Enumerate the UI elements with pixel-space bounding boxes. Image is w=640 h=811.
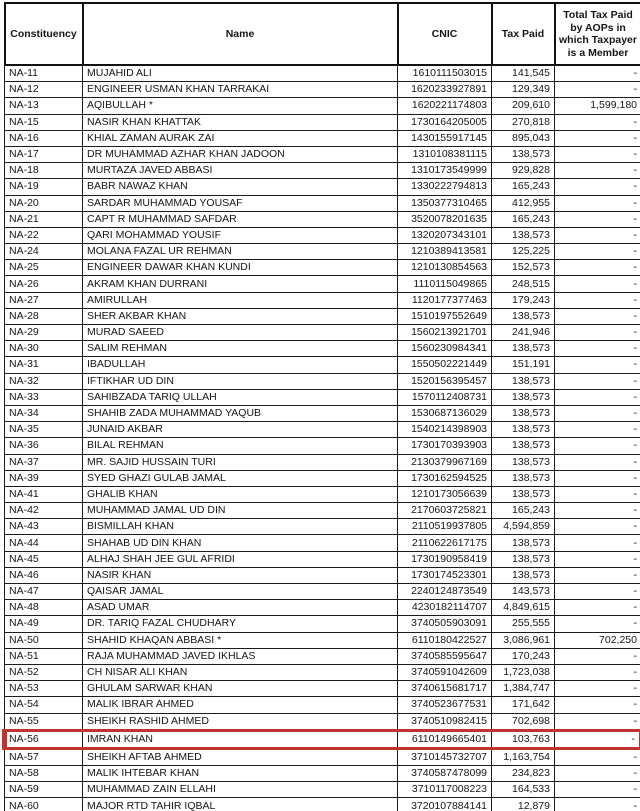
cell-tax_paid: 248,515 [492,276,555,292]
cell-cnic: 3740510982415 [398,713,492,730]
table-row [5,798,640,811]
cell-cnic: 1520156395457 [398,373,492,389]
cell-cnic: 1210130854563 [398,260,492,276]
cell-constituency: NA-55 [5,713,83,730]
cell-constituency: NA-41 [5,486,83,502]
cell-aop_tax: - [555,195,640,211]
cell-constituency: NA-44 [5,535,83,551]
cell-aop_tax: - [555,244,640,260]
cell-constituency: NA-15 [5,114,83,130]
table-row [5,114,640,130]
cell-tax_paid: 125,225 [492,244,555,260]
cell-tax_paid: 1,163,754 [492,748,555,765]
table-row [5,713,640,730]
cell-aop_tax: - [555,535,640,551]
cell-tax_paid: 895,043 [492,130,555,146]
cell-constituency: NA-58 [5,766,83,782]
cell-aop_tax: - [555,82,640,98]
cell-tax_paid: 929,828 [492,163,555,179]
cell-cnic: 2110622617175 [398,535,492,551]
table-row [5,357,640,373]
cell-constituency: NA-19 [5,179,83,195]
table-row [5,438,640,454]
table-row [5,600,640,616]
table-row [5,341,640,357]
cell-tax_paid: 151,191 [492,357,555,373]
cell-name: MR. SAJID HUSSAIN TURI [83,454,398,470]
cell-tax_paid: 241,946 [492,325,555,341]
cell-constituency: NA-46 [5,567,83,583]
cell-constituency: NA-28 [5,308,83,324]
cell-tax_paid: 255,555 [492,616,555,632]
cell-aop_tax: - [555,114,640,130]
cell-tax_paid: 138,573 [492,454,555,470]
cell-name: BABR NAWAZ KHAN [83,179,398,195]
table-row [5,648,640,664]
cell-tax_paid: 143,573 [492,584,555,600]
cell-constituency: NA-36 [5,438,83,454]
cell-name: MOLANA FAZAL UR REHMAN [83,244,398,260]
cell-constituency: NA-27 [5,292,83,308]
cell-cnic: 1350377310465 [398,195,492,211]
cell-constituency: NA-56 [5,730,83,748]
cell-cnic: 6110180422527 [398,632,492,648]
cell-cnic: 4230182114707 [398,600,492,616]
cell-constituency: NA-52 [5,664,83,680]
table-row-highlighted [5,730,640,748]
cell-constituency: NA-33 [5,389,83,405]
cell-constituency: NA-16 [5,130,83,146]
table-row [5,422,640,438]
cell-tax_paid: 165,243 [492,179,555,195]
cell-name: MURTAZA JAVED ABBASI [83,163,398,179]
cell-tax_paid: 138,573 [492,567,555,583]
cell-name: BISMILLAH KHAN [83,519,398,535]
cell-name: SARDAR MUHAMMAD YOUSAF [83,195,398,211]
cell-cnic: 1560230984341 [398,341,492,357]
cell-constituency: NA-34 [5,405,83,421]
cell-constituency: NA-57 [5,748,83,765]
cell-tax_paid: 165,243 [492,503,555,519]
cell-tax_paid: 103,763 [492,730,555,748]
cell-tax_paid: 138,573 [492,373,555,389]
table-row [5,681,640,697]
cell-constituency: NA-54 [5,697,83,713]
cell-tax_paid: 138,573 [492,486,555,502]
cell-cnic: 1430155917145 [398,130,492,146]
cell-cnic: 1570112408731 [398,389,492,405]
tax-directory-table [2,2,640,811]
cell-tax_paid: 4,594,859 [492,519,555,535]
cell-tax_paid: 1,723,038 [492,664,555,680]
table-row [5,65,640,82]
cell-cnic: 3710117008223 [398,782,492,798]
cell-aop_tax: - [555,422,640,438]
cell-constituency: NA-47 [5,584,83,600]
cell-aop_tax: - [555,600,640,616]
cell-name: MURAD SAEED [83,325,398,341]
cell-cnic: 3740587478099 [398,766,492,782]
cell-cnic: 2130379967169 [398,454,492,470]
cell-constituency: NA-18 [5,163,83,179]
cell-constituency: NA-11 [5,65,83,82]
cell-constituency: NA-37 [5,454,83,470]
cell-name: IBADULLAH [83,357,398,373]
cell-aop_tax: - [555,227,640,243]
cell-aop_tax: - [555,260,640,276]
cell-constituency: NA-25 [5,260,83,276]
column-header-name: Name [83,3,398,65]
table-row [5,244,640,260]
table-row [5,195,640,211]
cell-tax_paid: 209,610 [492,98,555,114]
table-header [5,3,640,65]
cell-constituency: NA-45 [5,551,83,567]
cell-aop_tax: - [555,713,640,730]
cell-tax_paid: 164,533 [492,782,555,798]
table-row [5,766,640,782]
cell-aop_tax: - [555,130,640,146]
cell-constituency: NA-42 [5,503,83,519]
column-header-constituency: Constituency [5,3,83,65]
cell-constituency: NA-49 [5,616,83,632]
cell-cnic: 2110519937805 [398,519,492,535]
cell-constituency: NA-59 [5,782,83,798]
cell-aop_tax: - [555,373,640,389]
cell-cnic: 1730174523301 [398,567,492,583]
table-row [5,325,640,341]
cell-name: DR MUHAMMAD AZHAR KHAN JADOON [83,146,398,162]
cell-constituency: NA-22 [5,227,83,243]
table-row [5,454,640,470]
cell-name: GHALIB KHAN [83,486,398,502]
cell-cnic: 1310108381115 [398,146,492,162]
cell-cnic: 1530687136029 [398,405,492,421]
cell-constituency: NA-43 [5,519,83,535]
cell-aop_tax: - [555,470,640,486]
cell-aop_tax: - [555,65,640,82]
cell-cnic: 1210173056639 [398,486,492,502]
cell-tax_paid: 165,243 [492,211,555,227]
cell-tax_paid: 138,573 [492,470,555,486]
cell-tax_paid: 141,545 [492,65,555,82]
cell-name: CAPT R MUHAMMAD SAFDAR [83,211,398,227]
cell-constituency: NA-29 [5,325,83,341]
cell-aop_tax: - [555,308,640,324]
cell-cnic: 3740615681717 [398,681,492,697]
cell-aop_tax: - [555,405,640,421]
table-row [5,405,640,421]
cell-tax_paid: 129,349 [492,82,555,98]
cell-constituency: NA-60 [5,798,83,811]
table-row [5,276,640,292]
cell-cnic: 3740505903091 [398,616,492,632]
cell-tax_paid: 3,086,961 [492,632,555,648]
cell-aop_tax: - [555,748,640,765]
cell-name: SALIM REHMAN [83,341,398,357]
cell-name: AQIBULLAH * [83,98,398,114]
cell-name: MALIK IHTEBAR KHAN [83,766,398,782]
cell-cnic: 1330222794813 [398,179,492,195]
cell-name: NASIR KHAN [83,567,398,583]
cell-tax_paid: 138,573 [492,422,555,438]
cell-aop_tax: - [555,664,640,680]
cell-name: ALHAJ SHAH JEE GUL AFRIDI [83,551,398,567]
cell-constituency: NA-13 [5,98,83,114]
cell-tax_paid: 138,573 [492,535,555,551]
cell-aop_tax: - [555,486,640,502]
table-row [5,470,640,486]
cell-name: DR. TARIQ FAZAL CHUDHARY [83,616,398,632]
cell-cnic: 6110149665401 [398,730,492,748]
cell-cnic: 3720107884141 [398,798,492,811]
cell-name: SHAHAB UD DIN KHAN [83,535,398,551]
table-row [5,748,640,765]
cell-cnic: 3740523677531 [398,697,492,713]
cell-aop_tax: - [555,389,640,405]
table-row [5,211,640,227]
cell-aop_tax: - [555,584,640,600]
cell-tax_paid: 138,573 [492,551,555,567]
cell-name: CH NISAR ALI KHAN [83,664,398,680]
column-header-aop-tax: Total Tax Paid by AOPs in which Taxpayer is a Member [555,3,640,65]
column-header-cnic: CNIC [398,3,492,65]
cell-aop_tax: - [555,782,640,798]
cell-tax_paid: 138,573 [492,405,555,421]
cell-aop_tax: - [555,681,640,697]
cell-name: SHAHIB ZADA MUHAMMAD YAQUB [83,405,398,421]
cell-tax_paid: 179,243 [492,292,555,308]
cell-aop_tax: - [555,438,640,454]
cell-constituency: NA-21 [5,211,83,227]
cell-cnic: 1110115049865 [398,276,492,292]
cell-constituency: NA-51 [5,648,83,664]
cell-aop_tax: - [555,519,640,535]
table-row [5,308,640,324]
cell-tax_paid: 152,573 [492,260,555,276]
cell-constituency: NA-31 [5,357,83,373]
cell-tax_paid: 412,955 [492,195,555,211]
cell-name: SHEIKH AFTAB AHMED [83,748,398,765]
cell-constituency: NA-24 [5,244,83,260]
cell-aop_tax: - [555,146,640,162]
table-row [5,98,640,114]
cell-cnic: 1120177377463 [398,292,492,308]
table-row [5,292,640,308]
cell-constituency: NA-26 [5,276,83,292]
cell-name: SHER AKBAR KHAN [83,308,398,324]
cell-cnic: 2240124873549 [398,584,492,600]
cell-aop_tax: - [555,325,640,341]
header-row [5,3,640,65]
table-body [5,65,640,811]
cell-tax_paid: 138,573 [492,308,555,324]
table-row [5,146,640,162]
table-row [5,179,640,195]
cell-aop_tax: - [555,798,640,811]
cell-name: SHEIKH RASHID AHMED [83,713,398,730]
cell-tax_paid: 702,698 [492,713,555,730]
cell-cnic: 3710145732707 [398,748,492,765]
cell-tax_paid: 138,573 [492,341,555,357]
cell-name: BILAL REHMAN [83,438,398,454]
table-row [5,163,640,179]
cell-aop_tax: - [555,567,640,583]
table-row [5,616,640,632]
cell-aop_tax: - [555,503,640,519]
cell-name: RAJA MUHAMMAD JAVED IKHLAS [83,648,398,664]
cell-cnic: 1560213921701 [398,325,492,341]
cell-tax_paid: 171,642 [492,697,555,713]
cell-aop_tax: - [555,616,640,632]
table-row [5,503,640,519]
table-row [5,632,640,648]
cell-tax_paid: 270,818 [492,114,555,130]
cell-cnic: 1210389413581 [398,244,492,260]
table-row [5,782,640,798]
cell-name: NASIR KHAN KHATTAK [83,114,398,130]
column-header-tax-paid: Tax Paid [492,3,555,65]
table-row [5,551,640,567]
cell-name: QAISAR JAMAL [83,584,398,600]
table-row [5,535,640,551]
cell-constituency: NA-35 [5,422,83,438]
cell-cnic: 1620233927891 [398,82,492,98]
cell-cnic: 1320207343101 [398,227,492,243]
cell-cnic: 1550502221449 [398,357,492,373]
cell-cnic: 1730170393903 [398,438,492,454]
table-row [5,664,640,680]
cell-aop_tax: 702,250 [555,632,640,648]
cell-tax_paid: 170,243 [492,648,555,664]
table-row [5,260,640,276]
cell-cnic: 2170603725821 [398,503,492,519]
cell-constituency: NA-17 [5,146,83,162]
cell-constituency: NA-53 [5,681,83,697]
cell-tax_paid: 138,573 [492,227,555,243]
table-row [5,130,640,146]
cell-tax_paid: 4,849,615 [492,600,555,616]
cell-tax_paid: 138,573 [492,146,555,162]
cell-aop_tax: - [555,341,640,357]
cell-aop_tax: - [555,648,640,664]
table-row [5,584,640,600]
cell-aop_tax: - [555,292,640,308]
cell-tax_paid: 234,823 [492,766,555,782]
cell-name: MALIK IBRAR AHMED [83,697,398,713]
cell-constituency: NA-48 [5,600,83,616]
cell-constituency: NA-30 [5,341,83,357]
cell-name: ENGINEER DAWAR KHAN KUNDI [83,260,398,276]
cell-aop_tax: - [555,357,640,373]
cell-constituency: NA-39 [5,470,83,486]
cell-aop_tax: - [555,730,640,748]
cell-name: GHULAM SARWAR KHAN [83,681,398,697]
cell-cnic: 3740591042609 [398,664,492,680]
cell-name: MUHAMMAD ZAIN ELLAHI [83,782,398,798]
table-row [5,82,640,98]
table-row [5,519,640,535]
table-row [5,389,640,405]
cell-name: SYED GHAZI GULAB JAMAL [83,470,398,486]
cell-name: JUNAID AKBAR [83,422,398,438]
scanned-document-page [0,2,640,811]
cell-constituency: NA-50 [5,632,83,648]
table-row [5,227,640,243]
cell-cnic: 3520078201635 [398,211,492,227]
cell-tax_paid: 1,384,747 [492,681,555,697]
cell-name: AMIRULLAH [83,292,398,308]
cell-aop_tax: - [555,163,640,179]
cell-name: MUHAMMAD JAMAL UD DIN [83,503,398,519]
cell-cnic: 3740585595647 [398,648,492,664]
cell-cnic: 1510197552649 [398,308,492,324]
cell-name: ENGINEER USMAN KHAN TARRAKAI [83,82,398,98]
cell-cnic: 1620221174803 [398,98,492,114]
cell-name: AKRAM KHAN DURRANI [83,276,398,292]
cell-cnic: 1310173549999 [398,163,492,179]
cell-aop_tax: - [555,179,640,195]
cell-name: MAJOR RTD TAHIR IQBAL [83,798,398,811]
cell-name: SAHIBZADA TARIQ ULLAH [83,389,398,405]
cell-tax_paid: 12,879 [492,798,555,811]
cell-cnic: 1730164205005 [398,114,492,130]
cell-name: IMRAN KHAN [83,730,398,748]
cell-cnic: 1730190958419 [398,551,492,567]
table-row [5,486,640,502]
table-row [5,373,640,389]
cell-name: ASAD UMAR [83,600,398,616]
cell-name: KHIAL ZAMAN AURAK ZAI [83,130,398,146]
cell-aop_tax: 1,599,180 [555,98,640,114]
table-row [5,567,640,583]
cell-aop_tax: - [555,211,640,227]
cell-aop_tax: - [555,697,640,713]
cell-tax_paid: 138,573 [492,438,555,454]
cell-aop_tax: - [555,454,640,470]
cell-constituency: NA-20 [5,195,83,211]
cell-name: IFTIKHAR UD DIN [83,373,398,389]
table-row [5,697,640,713]
cell-cnic: 1730162594525 [398,470,492,486]
cell-constituency: NA-32 [5,373,83,389]
cell-constituency: NA-12 [5,82,83,98]
cell-name: QARI MOHAMMAD YOUSIF [83,227,398,243]
cell-cnic: 1610111503015 [398,65,492,82]
cell-name: MUJAHID ALI [83,65,398,82]
cell-aop_tax: - [555,766,640,782]
cell-aop_tax: - [555,551,640,567]
cell-name: SHAHID KHAQAN ABBASI * [83,632,398,648]
cell-tax_paid: 138,573 [492,389,555,405]
cell-cnic: 1540214398903 [398,422,492,438]
cell-aop_tax: - [555,276,640,292]
